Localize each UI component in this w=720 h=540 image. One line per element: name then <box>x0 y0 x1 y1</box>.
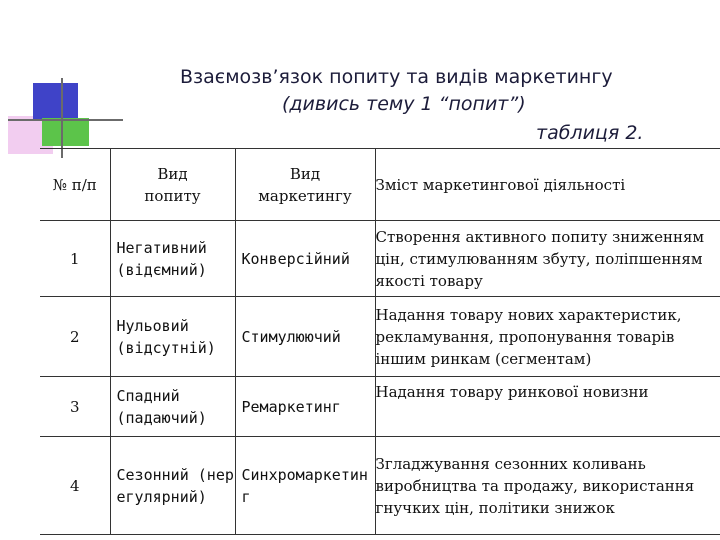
table-row <box>40 221 720 297</box>
decor-horizontal-line <box>8 119 123 121</box>
decor-vertical-line <box>61 78 63 158</box>
marketing-type: Стимулюючий <box>235 297 375 377</box>
demand-marketing-table <box>40 148 720 535</box>
header-number: № п/п <box>40 149 110 221</box>
row-number: 2 <box>40 297 110 377</box>
marketing-content: Створення активного попиту зниженням цін, стимулюванням збуту, поліпшенням якості товару <box>375 221 720 297</box>
table-header-row <box>40 149 720 221</box>
demand-type: Нульовий (відсутній) <box>110 297 235 377</box>
header-marketing-type: Вид маркетингу <box>235 149 375 221</box>
demand-type: Спадний (падаючий) <box>110 377 235 437</box>
table-row <box>40 437 720 535</box>
header-demand-type: Вид попиту <box>110 149 235 221</box>
demand-type: Сезонний (нерегулярний) <box>110 437 235 535</box>
header-content: Зміст маркетингової діяльності <box>375 149 720 221</box>
slide-title: Взаємозв’язок попиту та видів маркетингу <box>180 66 613 88</box>
slide-subtitle: (дивись тему 1 “попит”) <box>282 93 526 115</box>
marketing-type: Ремаркетинг <box>235 377 375 437</box>
table-label: таблиця 2. <box>536 122 644 144</box>
marketing-content: Згладжування сезонних коливань виробництва та продажу, використання гнучких цін, політики знижок <box>375 437 720 535</box>
row-number: 3 <box>40 377 110 437</box>
decor-blue-square <box>33 83 78 120</box>
marketing-content: Надання товару ринкової новизни <box>375 377 720 437</box>
table-row <box>40 377 720 437</box>
table-row <box>40 297 720 377</box>
marketing-type: Конверсійний <box>235 221 375 297</box>
marketing-type: Синхромаркетинг <box>235 437 375 535</box>
row-number: 4 <box>40 437 110 535</box>
row-number: 1 <box>40 221 110 297</box>
marketing-content: Надання товару нових характеристик, рекламування, пропонування товарів іншим ринкам (сегментам) <box>375 297 720 377</box>
decor-green-square <box>42 118 89 146</box>
demand-type: Негативний (відємний) <box>110 221 235 297</box>
